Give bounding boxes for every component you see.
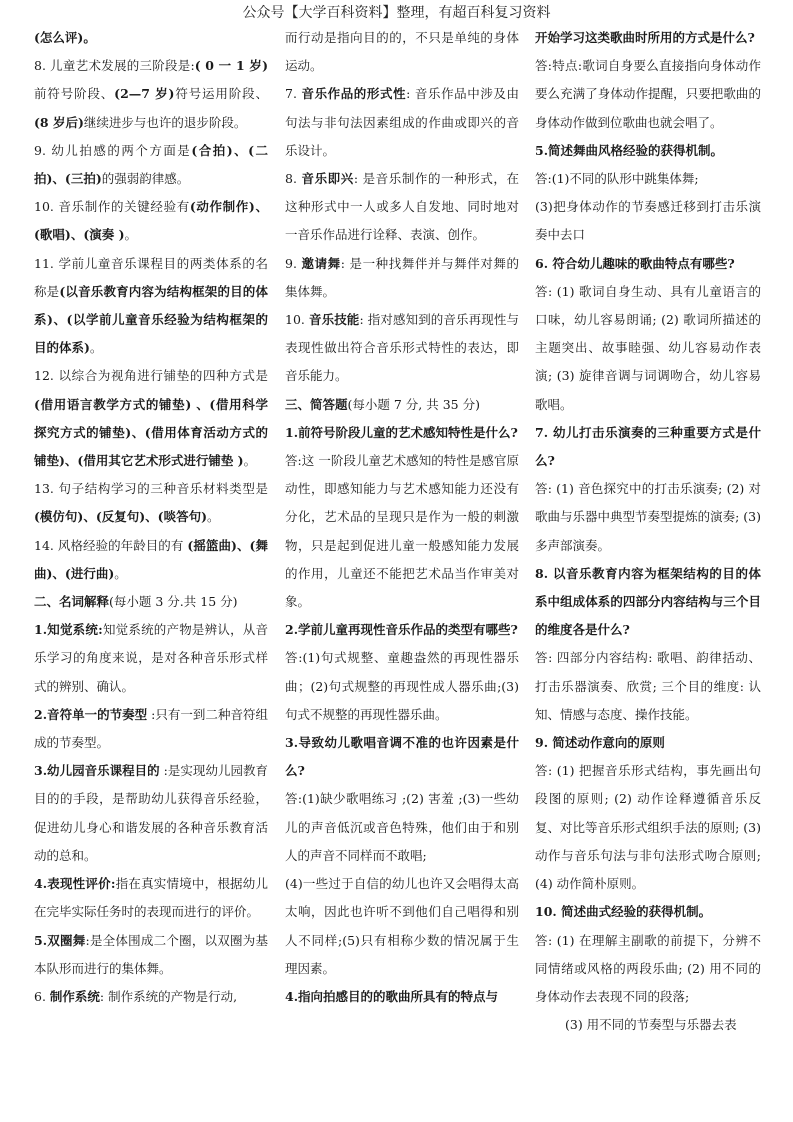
text-run: 答: 四部分内容结构: 歌唱、韵律括动、打击乐器演奏、欣赏; 三个目的维度: 认知、情感与态度、操作技能。: [535, 650, 761, 722]
page-header: 公众号【大学百科资料】整理，有超百科复习资料: [242, 5, 551, 21]
text-run: 6.: [34, 988, 50, 1004]
text-run: 13. 句子结构学习的三种音乐材料类型是: [34, 481, 268, 497]
bold-text: 3.导致幼儿歌唱音调不准的也许因素是什么?: [285, 735, 519, 779]
text-run: 10.: [285, 312, 309, 328]
paragraph: [535, 278, 761, 419]
paragraph: [285, 250, 519, 306]
column-right: [535, 24, 761, 1039]
text-run: (4)一些过于自信的幼儿也许又会唱得太高太响，因此也许听不到他们自己唱得和别人不同样;(5)只有相称少数的情况属于生理因素。: [285, 876, 519, 976]
text-run: :只有一到二种音符组成的节奏型。: [34, 706, 268, 751]
text-run: 前符号阶段、: [34, 86, 115, 102]
paragraph: [34, 983, 268, 1011]
paragraph: [535, 729, 761, 757]
text-run: 答:这 一阶段儿童艺术感知的特性是感官原动性，即感知能力与艺术感知能力还没有分化，艺术品的呈现只是作为一般的刺激物，只是起到促进儿童一般感知能力发展的作用，儿童还不能把艺术品当作审美对象。: [285, 453, 519, 610]
paragraph: [285, 165, 519, 250]
paragraph: [285, 80, 519, 165]
text-run: 答: (1) 在理解主副歌的前提下，分辨不同情绪或风格的两段乐曲; (2) 用不同的身体动作去表现不同的段落;: [535, 932, 761, 1004]
paragraph: [535, 560, 761, 645]
text-run: (每小题 3 分.共 15 分): [109, 594, 238, 610]
paragraph: [285, 616, 519, 644]
bold-text: 开始学习这类歌曲时所用的方式是什么?: [535, 30, 755, 45]
paragraph: [34, 52, 268, 137]
text-run: :是实现幼儿园教育目的的手段，是帮助幼儿获得音乐经验，促进幼儿身心和谐发展的各种音乐教育活动的总和。: [34, 763, 268, 863]
text-run: : 音乐作品中涉及由句法与非句法因素组成的作曲或即兴的音乐设计。: [285, 86, 519, 158]
paragraph: [535, 24, 761, 52]
text-run: 10. 音乐制作的关键经验有: [34, 199, 190, 215]
paragraph: [285, 391, 519, 419]
text-run: 8.: [285, 171, 302, 187]
column-middle: [285, 24, 519, 1011]
bold-text: 二、名词解释: [34, 594, 110, 610]
bold-text: (动作制作)、(歌唱)、(演奏 ): [34, 199, 268, 243]
paragraph: [535, 165, 761, 193]
paragraph: [34, 757, 268, 870]
column-left: [34, 24, 268, 1011]
bold-text: 1.知觉系统:: [34, 622, 103, 638]
text-run: 。: [89, 340, 103, 356]
text-run: (3)把身体动作的节奏感迁移到打击乐演奏中去口: [535, 199, 761, 243]
bold-text: 音乐作品的形式性: [301, 86, 407, 102]
text-run: 答: (1) 音色探究中的打击乐演奏; (2) 对歌曲与乐器中典型节奏型提炼的演奏; (3) 多声部演奏。: [535, 481, 761, 553]
paragraph: [535, 475, 761, 560]
paragraph: [535, 1011, 761, 1039]
paragraph: [285, 870, 519, 983]
bold-text: 制作系统: [49, 988, 100, 1004]
text-run: (每小题 7 分, 共 35 分): [347, 396, 480, 412]
bold-text: 1.前符号阶段儿童的艺术感知特性是什么?: [285, 424, 518, 440]
bold-text: 8. 以音乐教育内容为框架结构的目的体系中组成体系的四部分内容结构与三个目的维度各是什么?: [535, 565, 761, 638]
bold-text: 9. 简述动作意向的原则: [535, 735, 665, 751]
bold-text: (2—7 岁): [114, 86, 175, 102]
text-run: 答: (1) 把握音乐形式结构，事先画出句段图的原则; (2) 动作诠释遵循音乐反复、对比等音乐形式组织手法的原则; (3) 动作与音乐句法与非句法形式吻合原则; (4) 动作简朴原则。: [535, 763, 761, 892]
text-run: 9.: [285, 255, 302, 271]
text-run: 8. 儿童艺术发展的三阶段是:: [34, 58, 195, 74]
text-run: 。: [207, 509, 220, 525]
paragraph: [535, 898, 761, 926]
paragraph: [34, 927, 268, 983]
paragraph: [285, 983, 519, 1011]
paragraph: [535, 419, 761, 475]
text-run: : 指对感知到的音乐再现性与表现性做出符合音乐形式特性的表达，即音乐能力。: [285, 312, 519, 384]
text-run: 的强弱韵律感。: [101, 171, 190, 187]
paragraph: [34, 24, 268, 52]
text-run: 14. 风格经验的年龄目的有: [34, 537, 188, 553]
text-run: 答:(1)句式规整、童趣盎然的再现性器乐曲；(2)句式规整的再现性成人器乐曲;(3)句式不规整的再现性器乐曲。: [285, 650, 519, 722]
bold-text: 4.指向拍感目的的歌曲所具有的特点与: [285, 988, 499, 1004]
bold-text: 三、简答题: [285, 396, 348, 412]
text-run: (3) 用不同的节奏型与乐器去表: [565, 1017, 737, 1033]
text-run: 符号运用阶段、: [174, 86, 268, 102]
text-run: 12. 以综合为视角进行铺垫的四种方式是: [34, 368, 268, 384]
paragraph: [34, 137, 268, 193]
bold-text: 5.简述舞曲风格经验的获得机制。: [535, 142, 724, 158]
bold-text: 音乐技能: [308, 312, 360, 328]
paragraph: [535, 927, 761, 1012]
text-run: 答:(1)不同的队形中跳集体舞;: [535, 171, 699, 187]
paragraph: [285, 785, 519, 870]
text-run: 。: [124, 227, 138, 243]
paragraph: [34, 532, 268, 588]
bold-text: (以音乐教育内容为结构框架的目的体系)、(以学前儿童音乐经验为结构框架的目的体系): [34, 283, 268, 356]
paragraph: [34, 701, 268, 757]
text-run: 而行动是指向目的的，不只是单纯的身体运动。: [285, 30, 519, 74]
bold-text: 7. 幼儿打击乐演奏的三种重要方式是什么?: [535, 424, 761, 469]
paragraph: [285, 306, 519, 391]
paragraph: [34, 870, 268, 926]
text-run: : 是一种找舞伴并与舞伴对舞的集体舞。: [285, 255, 519, 299]
paragraph: [535, 757, 761, 898]
bold-text: 5.双圈舞: [34, 932, 86, 948]
paragraph: [285, 24, 519, 80]
bold-text: (怎么评)。: [34, 30, 96, 45]
text-run: 。: [243, 453, 257, 469]
paragraph: [535, 250, 761, 278]
bold-text: 6. 符合幼儿趣味的歌曲特点有哪些?: [535, 255, 735, 271]
paragraph: [285, 644, 519, 729]
paragraph: [535, 52, 761, 137]
paragraph: [34, 193, 268, 249]
paragraph: [34, 475, 268, 531]
paragraph: [285, 419, 519, 447]
text-run: : 是音乐制作的一种形式，在这种形式中一人或多人自发地、同时地对一音乐作品进行诠释、表演、创作。: [285, 171, 519, 243]
bold-text: (借用语言教学方式的铺垫) 、(借用科学探究方式的铺垫)、(借用体育活动方式的铺垫)、(借用其它艺术形式进行铺垫 ): [34, 396, 268, 469]
paragraph: [34, 250, 268, 363]
paragraph: [34, 362, 268, 475]
paragraph: [34, 588, 268, 616]
bold-text: 邀请舞: [301, 255, 341, 271]
bold-text: 2.学前儿童再现性音乐作品的类型有哪些?: [285, 622, 518, 638]
text-run: 答: (1) 歌词自身生动、具有儿童语言的口味，幼儿容易朗诵; (2) 歌词所描述的主题突出、故事睦强、幼儿容易动作表演; (3) 旋律音调与词调吻合，幼儿容易歌唱。: [535, 283, 761, 412]
text-run: 指在真实情境中，根据幼儿在完毕实际任务时的表现而进行的评价。: [34, 876, 268, 920]
paragraph: [535, 137, 761, 165]
text-run: 答:(1)缺少歌唱练习 ;(2) 害羞 ;(3)一些幼儿的声音低沉或音色特殊，他们由于和别人的声音不同样而不敢唱;: [285, 791, 519, 863]
text-run: 答:特点:歌词自身要么直接指向身体动作要么充满了身体动作提醒，只要把歌曲的身体动作做到位歌曲也就会唱了。: [535, 58, 761, 130]
bold-text: 10. 简述曲式经验的获得机制。: [535, 904, 712, 920]
paragraph: [285, 729, 519, 785]
bold-text: (合拍)、(二拍)、(三拍): [34, 142, 269, 187]
text-run: 11. 学前儿童音乐课程目的两类体系的名称是: [34, 255, 268, 299]
bold-text: (8 岁后): [34, 114, 84, 130]
text-run: : 制作系统的产物是行动,: [99, 988, 238, 1004]
text-run: 。: [114, 565, 127, 581]
bold-text: 4.表现性评价:: [34, 876, 116, 892]
text-run: :是全体围成二个圈，以双圈为基本队形而进行的集体舞。: [34, 932, 268, 976]
text-run: 知觉系统的产物是辨认，从音乐学习的角度来说，是对各种音乐形式样式的辨别、确认。: [34, 622, 268, 694]
bold-text: (模仿句)、(反复句)、(啖答句): [34, 509, 207, 525]
paragraph: [535, 644, 761, 729]
paragraph: [285, 447, 519, 616]
bold-text: 2.音符单一的节奏型: [34, 706, 148, 722]
paragraph: [34, 616, 268, 701]
bold-text: ( 0 一 1 岁): [194, 58, 268, 74]
text-run: 9. 幼儿拍感的两个方面是: [34, 142, 192, 158]
bold-text: 音乐即兴: [301, 171, 354, 187]
text-run: 继续进步与也许的退步阶段。: [83, 114, 247, 130]
bold-text: (摇篮曲)、(舞曲)、(进行曲): [34, 537, 269, 581]
paragraph: [535, 193, 761, 249]
text-run: 7.: [285, 86, 302, 102]
bold-text: 3.幼儿园音乐课程目的: [34, 763, 160, 779]
